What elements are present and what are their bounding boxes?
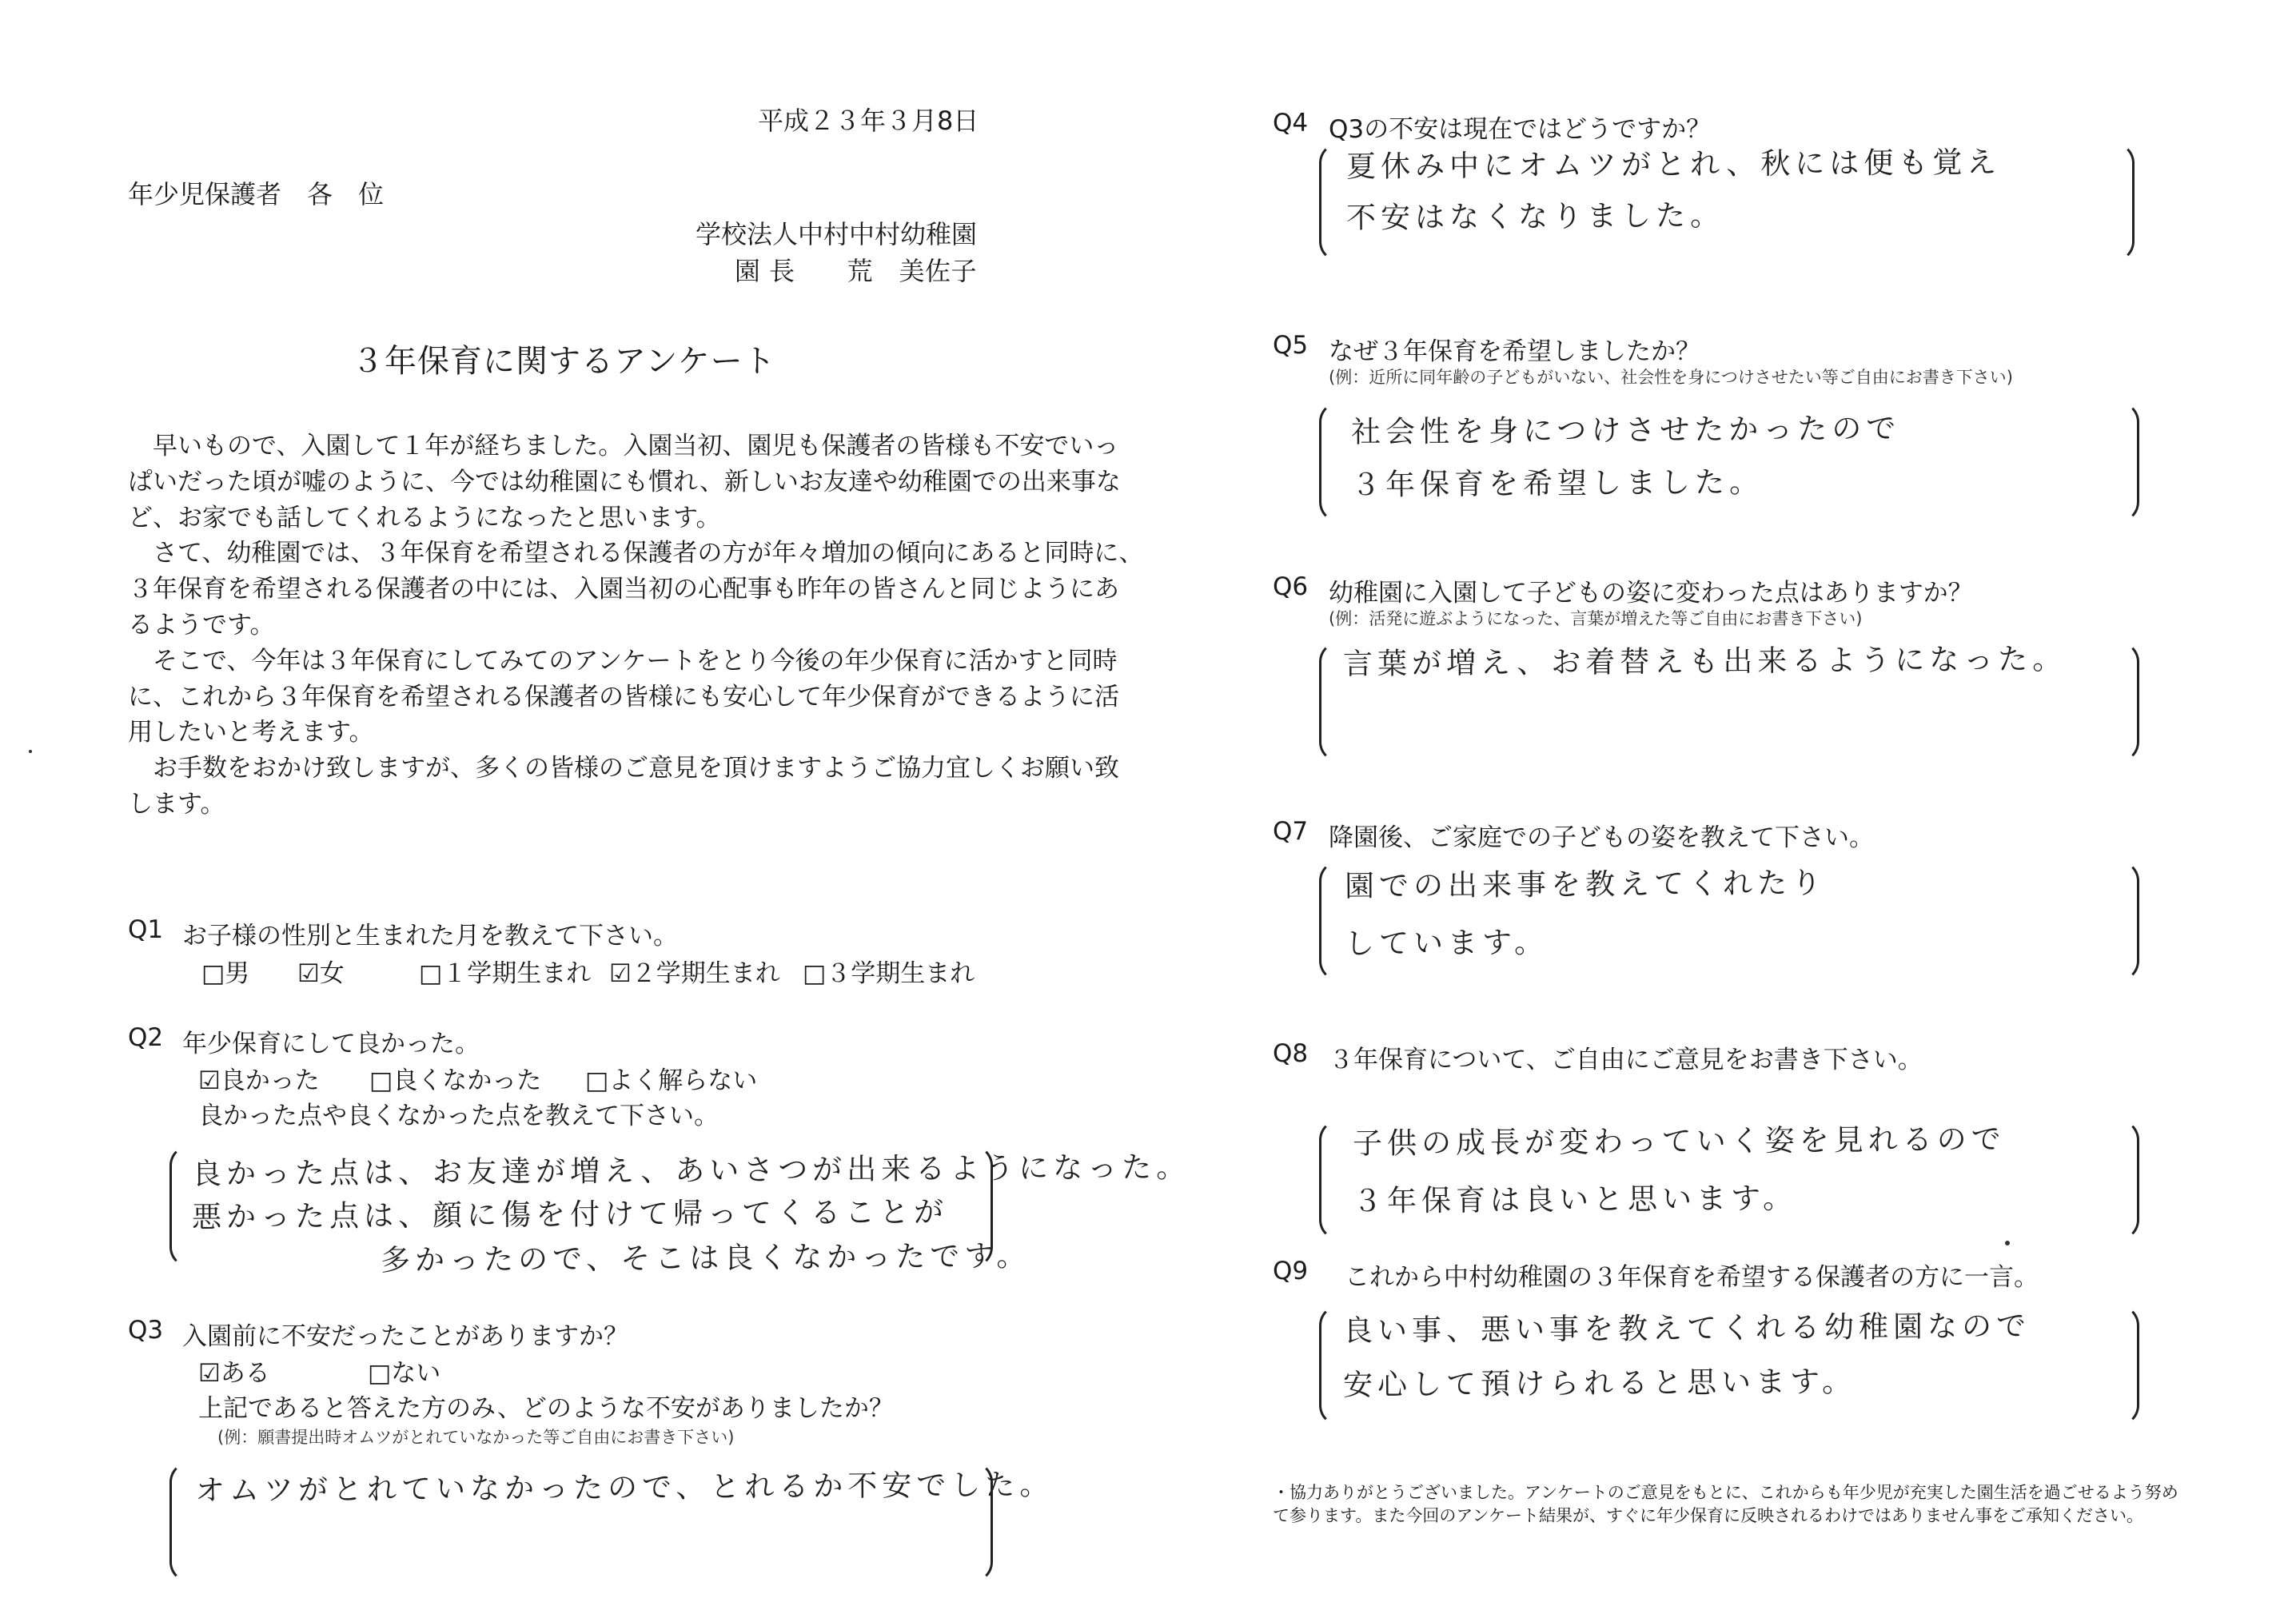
document-title: ３年保育に関するアンケート xyxy=(352,343,776,380)
intro-line: に、これから３年保育を希望される保護者の皆様にも安心して年少保育ができるように活 xyxy=(128,682,1119,711)
q4-answer-line: 不安はなくなりました。 xyxy=(1345,197,1725,235)
intro-line: ３年保育を希望される保護者の中には、入園当初の心配事も昨年の皆さんと同じようにあ xyxy=(128,575,1119,604)
q8-question: ３年保育について、ご自由にご意見をお書き下さい。 xyxy=(1329,1046,1923,1074)
q3-option-yes[interactable]: ☑ある xyxy=(198,1359,270,1388)
q8-answer-line: 子供の成長が変わっていく姿を見れるので xyxy=(1352,1122,2006,1161)
q1-option-term1[interactable]: □１学期生まれ xyxy=(419,959,592,988)
scan-speck xyxy=(29,750,32,753)
q4-question: Q3の不安は現在ではどうですか？ xyxy=(1329,115,1712,144)
addressee: 年少児保護者 各 位 xyxy=(128,179,385,209)
q6-label: Q6 xyxy=(1273,572,1309,601)
q4-answer-line: 夏休み中にオムツがとれ、秋には便も覚え xyxy=(1345,145,2002,184)
q2-option-not-good[interactable]: □良くなかった xyxy=(369,1066,542,1095)
q3-example: (例：願書提出時オムツがとれていなかった等ご自由にお書き下さい) xyxy=(217,1428,735,1447)
q7-question: 降園後、ご家庭での子どもの姿を教えて下さい。 xyxy=(1329,823,1874,852)
intro-line: ぱいだった頃が嘘のように、今では幼稚園にも慣れ、新しいお友達や幼稚園での出来事な xyxy=(128,467,1121,496)
document-date: 平成２３年３月8日 xyxy=(758,106,979,136)
footnote: ・協力ありがとうございました。アンケートのご意見をもとに、これからも年少児が充実した園生活を過ごせるよう努めて参ります。また今回のアンケート結果が、すぐに年少保育に反映されるわけではありません事をご承知ください。 xyxy=(1273,1483,2178,1525)
q2-question: 年少保育にして良かった。 xyxy=(182,1030,480,1058)
q9-label: Q9 xyxy=(1273,1257,1309,1285)
principal-name: 園 長 荒 美佐子 xyxy=(734,256,977,286)
intro-line: そこで、今年は３年保育にしてみてのアンケートをとり今後の年少保育に活かすと同時 xyxy=(128,646,1118,675)
q5-answer-line: ３年保育を希望しました。 xyxy=(1350,464,1764,502)
q3-answer-line: オムツがとれていなかったので、とれるか不安でした。 xyxy=(194,1467,1054,1508)
intro-text xyxy=(128,428,1144,823)
q3-label: Q3 xyxy=(128,1316,164,1345)
q3-question: 入園前に不安だったことがありますか？ xyxy=(182,1322,628,1351)
q1-label: Q1 xyxy=(128,915,164,944)
q2-option-unsure[interactable]: □よく解らない xyxy=(585,1066,758,1095)
q1-option-term3[interactable]: □３学期生まれ xyxy=(803,959,975,988)
q5-label: Q5 xyxy=(1273,331,1309,360)
q7-answer-line: 園での出来事を教えてくれたり xyxy=(1344,865,1827,903)
q2-answer-line: 多かったので、そこは良くなかったです。 xyxy=(380,1238,1031,1277)
q2-answer-line: 良かった点は、お友達が増え、あいさつが出来るようになった。 xyxy=(191,1150,1191,1191)
intro-line: 早いもので、入園して１年が経ちました。入園当初、園児も保護者の皆様も不安でいっ xyxy=(128,432,1119,460)
q9-answer-line: 安心して預けられると思います。 xyxy=(1342,1364,1857,1402)
intro-line: お手数をおかけ致しますが、多くの皆様のご意見を頂けますようご協力宜しくお願い致 xyxy=(128,754,1119,783)
q4-label: Q4 xyxy=(1273,109,1309,137)
q6-question: 幼稚園に入園して子どもの姿に変わった点はありますか？ xyxy=(1329,579,1973,608)
school-name: 学校法人中村中村幼稚園 xyxy=(695,219,977,249)
q5-example: (例：近所に同年齢の子どもがいない、社会性を身につけさせたい等ご自由にお書き下さい) xyxy=(1329,368,2013,387)
q3-subquestion: 上記であると答えた方のみ、どのような不安がありましたか？ xyxy=(198,1394,894,1423)
q1-option-female[interactable]: ☑女 xyxy=(297,959,345,988)
intro-line: 用したいと考えます。 xyxy=(128,718,374,747)
q2-option-good[interactable]: ☑良かった xyxy=(198,1066,320,1095)
q2-subquestion: 良かった点や良くなかった点を教えて下さい。 xyxy=(198,1102,719,1130)
q7-label: Q7 xyxy=(1273,817,1309,846)
q1-option-term2[interactable]: ☑２学期生まれ xyxy=(609,959,780,988)
intro-line: るようです。 xyxy=(128,610,275,640)
q9-question: これから中村幼稚園の３年保育を希望する保護者の方に一言。 xyxy=(1345,1263,2039,1292)
q8-label: Q8 xyxy=(1273,1039,1309,1068)
q2-label: Q2 xyxy=(128,1023,164,1052)
q1-question: お子様の性別と生まれた月を教えて下さい。 xyxy=(182,922,678,950)
q6-example: (例：活発に遊ぶようになった、言葉が増えた等ご自由にお書き下さい) xyxy=(1329,609,1863,628)
q3-option-no[interactable]: □ない xyxy=(368,1359,441,1388)
q9-answer-line: 良い事、悪い事を教えてくれる幼稚園なので xyxy=(1342,1308,2031,1348)
intro-line: します。 xyxy=(128,789,225,819)
q5-answer-line: 社会性を身につけさせたかったので xyxy=(1350,411,1901,449)
q1-option-male[interactable]: □男 xyxy=(201,959,250,988)
q5-question: なぜ３年保育を希望しましたか？ xyxy=(1329,337,1700,366)
q7-answer-line: しています。 xyxy=(1344,925,1549,961)
scan-speck xyxy=(2005,1241,2010,1245)
q6-answer-line: 言葉が増え、お着替えも出来るようになった。 xyxy=(1342,641,2067,681)
q8-answer-line: ３年保育は良いと思います。 xyxy=(1352,1181,1798,1218)
intro-line: ど、お家でも話してくれるようになったと思います。 xyxy=(128,503,721,532)
intro-line: さて、幼稚園では、３年保育を希望される保護者の方が年々増加の傾向にあると同時に、 xyxy=(128,539,1144,568)
q2-answer-line: 悪かった点は、顔に傷を付けて帰ってくることが xyxy=(191,1194,949,1234)
